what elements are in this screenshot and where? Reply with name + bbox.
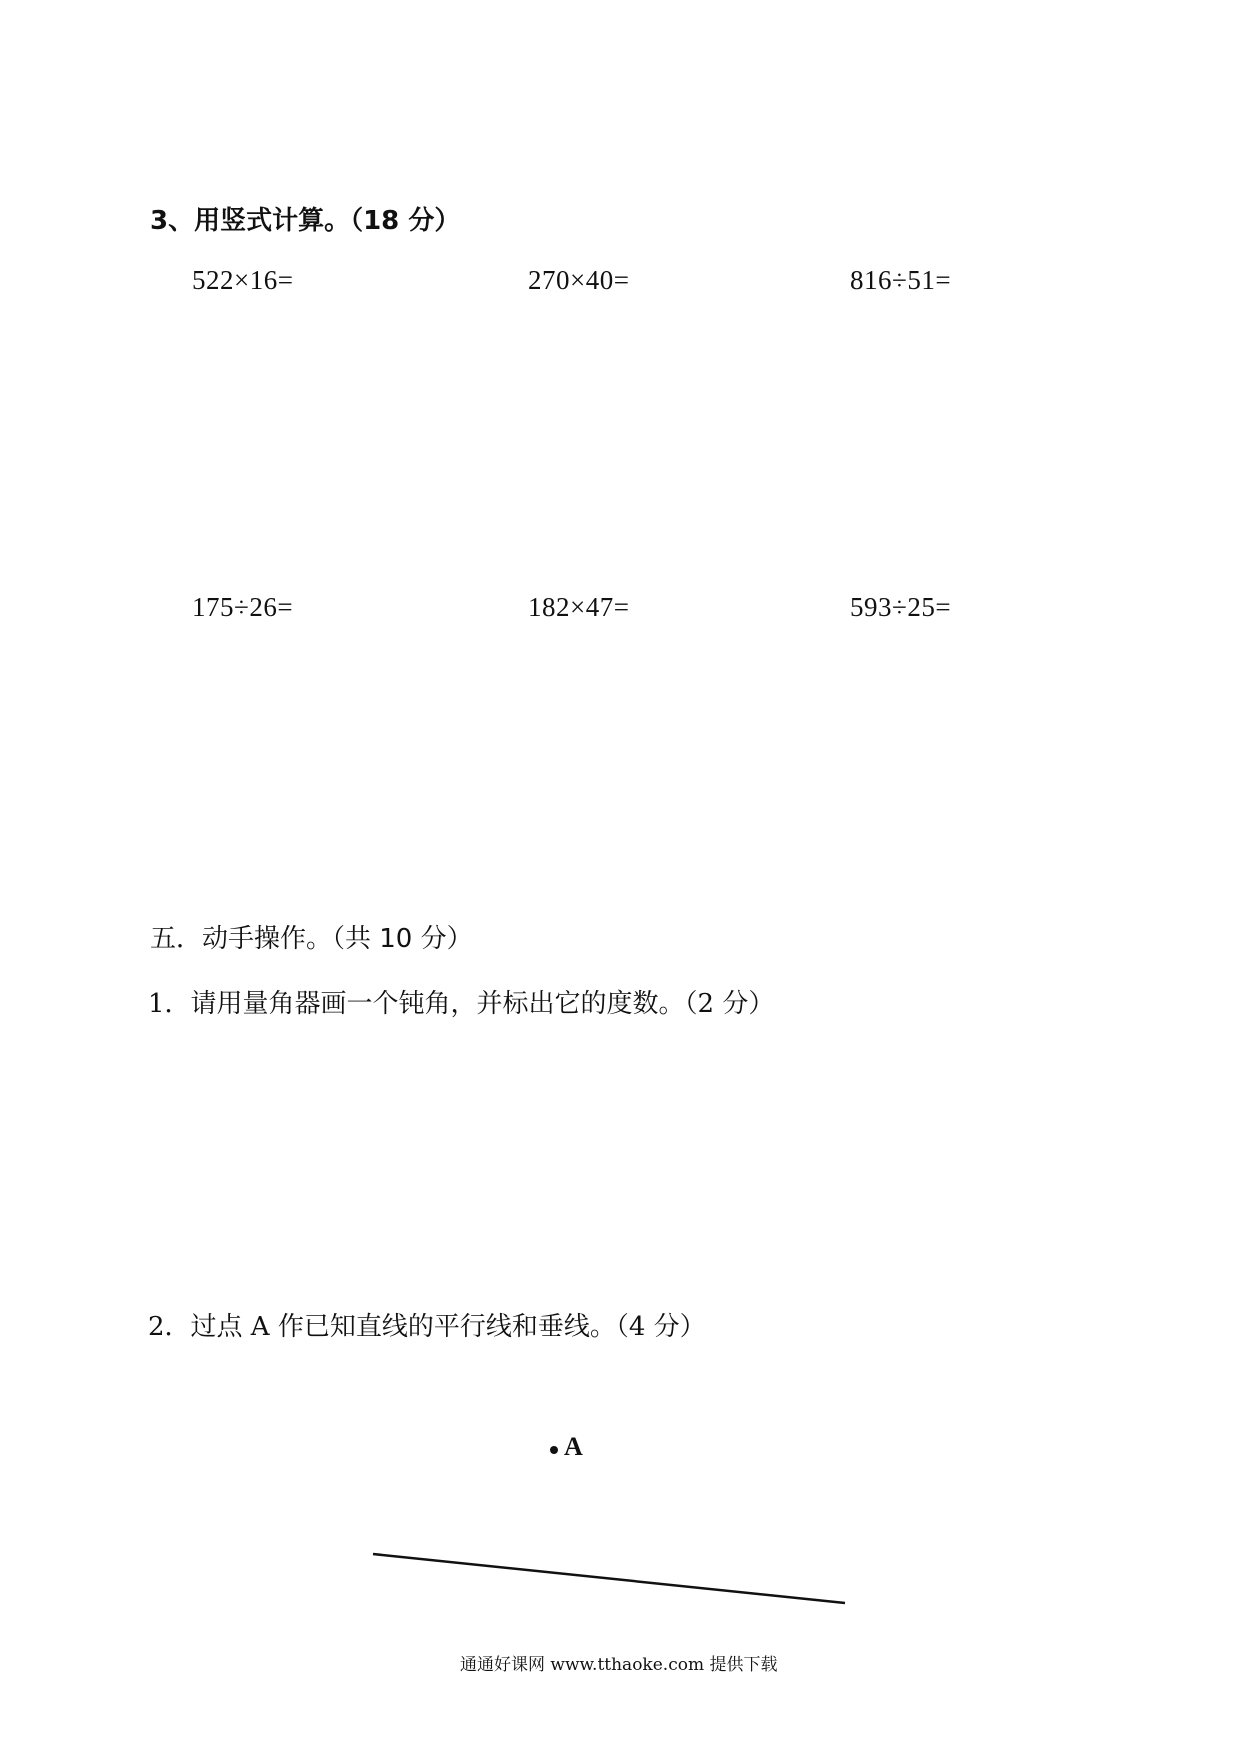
calc-expression-3: 816÷51=	[850, 265, 952, 295]
given-line	[373, 1554, 845, 1603]
calc-expression-5: 182×47=	[528, 592, 630, 622]
question-1-text: 1．请用量角器画一个钝角，并标出它的度数。（2 分）	[148, 989, 775, 1019]
page-footer: 通通好课网 www.tthaoke.com 提供下载	[460, 1655, 778, 1675]
section5-heading: 五．动手操作。（共 10 分）	[150, 924, 473, 954]
point-a-label: A	[564, 1432, 583, 1461]
calc-expression-1: 522×16=	[192, 265, 294, 295]
calc-expression-4: 175÷26=	[192, 592, 294, 622]
section3-heading: 3、用竖式计算。（18 分）	[150, 206, 461, 236]
calc-expression-2: 270×40=	[528, 265, 630, 295]
calc-expression-6: 593÷25=	[850, 592, 952, 622]
question-2-text: 2．过点 A 作已知直线的平行线和垂线。（4 分）	[148, 1312, 706, 1342]
